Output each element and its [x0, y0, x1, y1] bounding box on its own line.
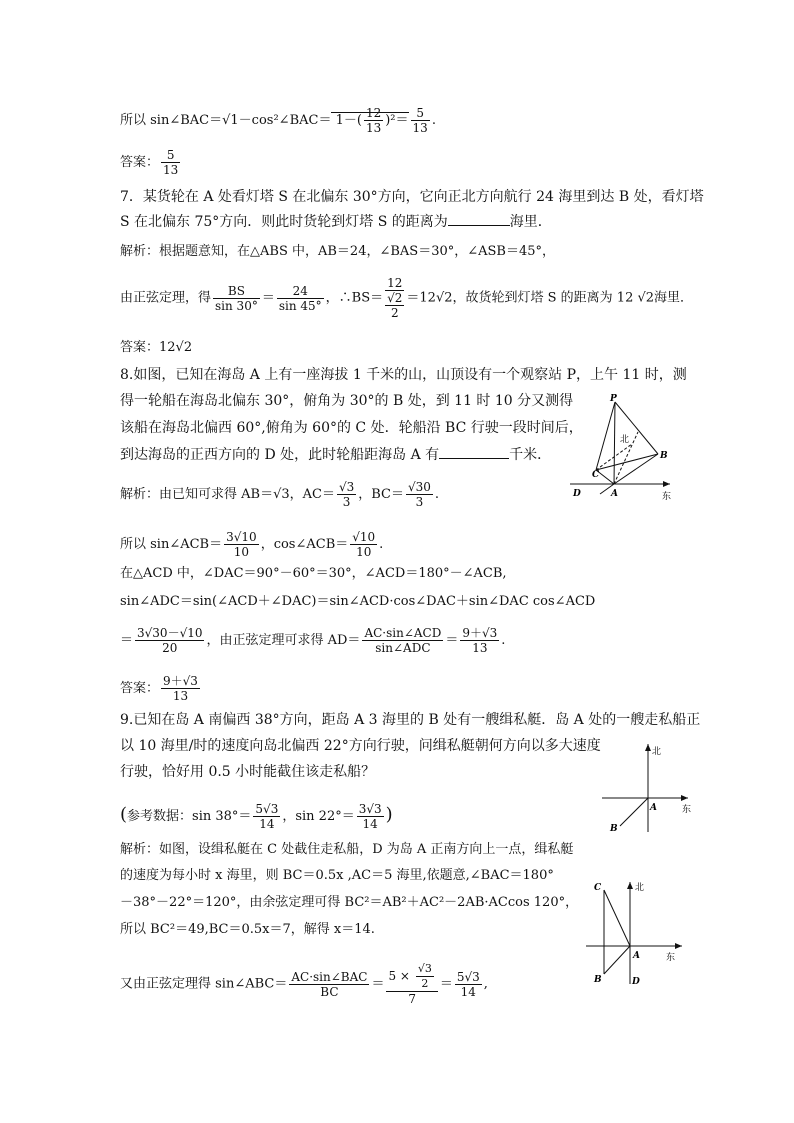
svg-text:D: D: [632, 977, 640, 987]
svg-text:C: C: [594, 883, 602, 893]
question-9-line-1: 9.已知在岛 A 南偏西 38°方向，距岛 A 3 海里的 B 处有一艘缉私艇．岛 A 处的一艘走私船正: [120, 712, 701, 728]
svg-text:D: D: [573, 489, 581, 499]
answer-6: 答案： $\frac{5}{13}$: [120, 148, 179, 177]
solution-8-line-2: 所以 sin∠ACB＝ $\frac{3√10}{10}$ ，cos∠ACB＝ $\frac{√10}{10}$ .: [120, 530, 384, 559]
solution-7-line-1: 解析：根据题意知，在△ABS 中，AB＝24，∠BAS＝30°，∠ASB＝45°，: [120, 244, 556, 259]
solution-8-line-1: 解析：由已知可求得 AB＝√3，AC＝ $\frac{√3}{3}$ ，BC＝ $\frac{√30}{3}$ .: [120, 480, 440, 509]
svg-text:北: 北: [652, 747, 662, 757]
solution-9-line-2: 的速度为每小时 x 海里，则 BC＝0.5x ,AC＝5 海里,依题意,∠BAC＝180°: [120, 868, 554, 883]
question-8-line-4: 到达海岛的正西方向的 D 处，此时轮船距海岛 A 有 千米．: [120, 447, 552, 463]
solution-8-line-5: ＝ $\frac{3√30-√10}{20}$ ，由正弦定理可求得 AD＝ $\frac{\text{AC·sin∠ACD}}{\text{sin∠ADC}}$ ＝ $\frac{9+√3}{13}$ .: [120, 626, 506, 655]
answer-blank-7[interactable]: [448, 213, 510, 226]
svg-text:北: 北: [635, 883, 645, 893]
svg-text:C: C: [592, 470, 600, 480]
svg-text:B: B: [610, 824, 618, 834]
svg-text:A: A: [633, 951, 640, 961]
answer-7: 答案：12√2: [120, 340, 193, 355]
figure-q8: [570, 392, 682, 508]
question-9-line-3: 行驶，恰好用 0.5 小时能截住该走私船？: [120, 764, 376, 780]
question-9-line-2: 以 10 海里/时的速度向岛北偏西 22°方向行驶，问缉私艇朝何方向以多大速度: [120, 738, 601, 754]
figure-q9-b: [582, 876, 688, 988]
solution-8-line-3: 在△ACD 中，∠DAC＝90°－60°＝30°，∠ACD＝180°－∠ACB,: [120, 566, 507, 581]
svg-text:A: A: [611, 489, 618, 499]
solution-8-line-4: sin∠ADC＝sin(∠ACD＋∠DAC)＝sin∠ACD·cos∠DAC＋sin∠DAC cos∠ACD: [120, 594, 596, 609]
answer-8: 答案： $\frac{9+√3}{13}$: [120, 674, 198, 703]
question-7-line-1: 7．某货轮在 A 处看灯塔 S 在北偏东 30°方向，它向正北方向航行 24 海里到达 B 处，看灯塔: [120, 189, 704, 205]
answer-blank-8[interactable]: [439, 446, 509, 459]
svg-text:A: A: [650, 803, 657, 813]
solution-9-line-3: －38°－22°＝120°，由余弦定理可得 BC²＝AB²＋AC²－2AB·ACcos 120°，: [120, 895, 579, 910]
svg-text:B: B: [660, 451, 668, 461]
svg-text:B: B: [594, 975, 602, 985]
svg-text:东: 东: [682, 805, 692, 815]
svg-text:东: 东: [666, 953, 676, 963]
solution-9-line-1: 解析：如图，设缉私艇在 C 处截住走私船，D 为岛 A 正南方向上一点，缉私艇: [120, 842, 574, 857]
figure-q9-a: [598, 740, 698, 834]
question-8-line-2: 得一轮船在海岛北偏东 30°，俯角为 30°的 B 处，到 11 时 10 分又测得: [120, 393, 574, 409]
solution-9-line-4: 所以 BC²＝49,BC＝0.5x＝7，解得 x＝14.: [120, 922, 375, 937]
svg-text:东: 东: [662, 492, 672, 502]
svg-text:P: P: [610, 394, 617, 404]
svg-text:北: 北: [620, 435, 630, 445]
solution-9-line-5: 又由正弦定理得 sin∠ABC＝ $\frac{\text{AC·sin∠BAC}}{BC}$ ＝ 5 × $\frac{√3}{2}$ 7 ＝ $\frac{5√3}{14}$ ,: [120, 962, 488, 1006]
reference-data: (参考数据：sin 38°＝ $\frac{5√3}{14}$ ，sin 22°＝ $\frac{3√3}{14}$ ): [120, 802, 393, 831]
solution-line-sin-bac: 所以 sin∠BAC＝√1－cos²∠BAC＝ 1－( $\frac{12}{13}$ )²＝ $\frac{5}{13}$ .: [120, 106, 436, 135]
question-8-line-3: 该船在海岛北偏西 60°,俯角为 60°的 C 处．轮船沿 BC 行驶一段时间后，: [120, 420, 583, 436]
solution-7-line-2: 由正弦定理，得 $\frac{BS}{\sin 30^\circ}$ ＝ $\frac{24}{\sin 45^\circ}$ ，∴BS＝ 12 √2 2 ＝12√2，故货轮到灯塔 S 的距离为 12 √2海里．: [120, 276, 694, 320]
question-8-line-1: 8.如图，已知在海岛 A 上有一座海拔 1 千米的山，山顶设有一个观察站 P，上午 11 时，测: [120, 367, 687, 383]
question-7-line-2: S 在北偏东 75°方向．则此时货轮到灯塔 S 的距离为 海里．: [120, 214, 552, 230]
